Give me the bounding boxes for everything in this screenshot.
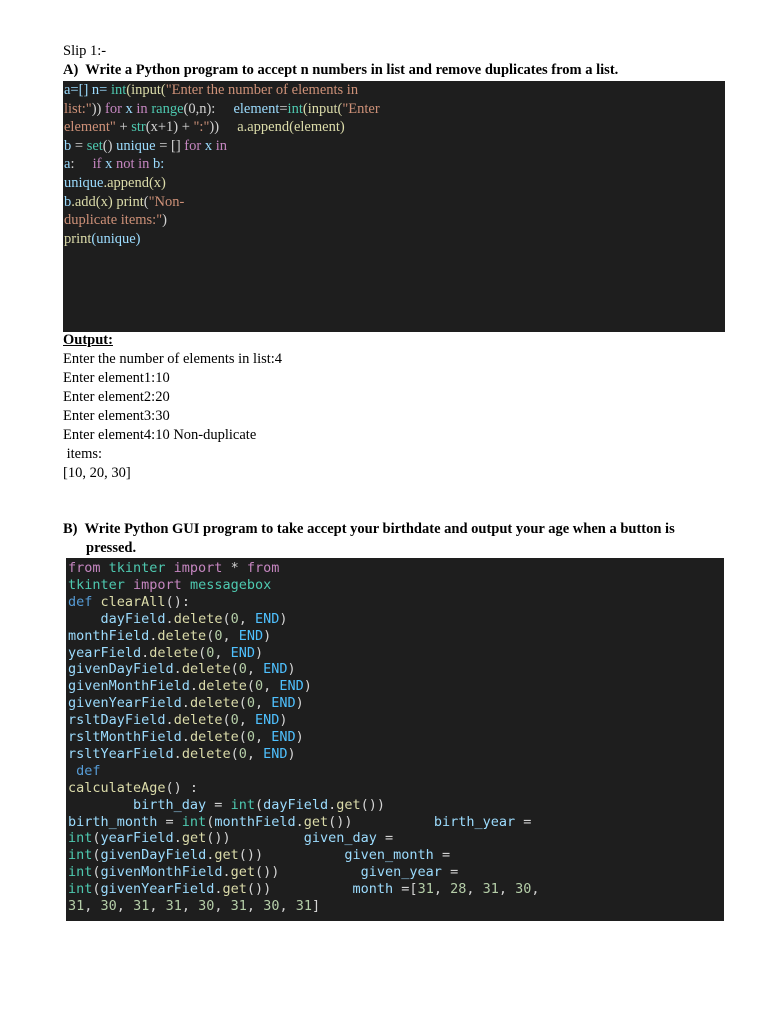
code-token: ()) [206,830,304,847]
code-token: delete [173,610,223,627]
code-token: . [222,864,231,881]
code-line [64,211,167,229]
code-token: . [149,627,158,644]
code-token: ) [255,644,264,661]
code-token: (input( [126,82,166,98]
code-token: givenDayField [100,847,207,864]
code-token: not in [115,156,150,173]
code-token: . [295,813,304,830]
code-token: END [279,678,304,695]
code-token: calculateAge [68,779,166,796]
code-token: 0 [246,729,255,745]
code-token [92,594,100,610]
code-token: 30 [263,898,280,914]
code-token: ()) [246,881,353,898]
code-token: b: [149,156,165,173]
code-token: 0 [254,678,264,695]
code-line [68,814,531,831]
code-token: import [173,560,223,576]
code-token: , [214,644,231,661]
code-token: a=[] n= [64,82,111,98]
output-line: Enter element4:10 Non-duplicate [63,427,257,443]
code-line [68,830,393,847]
code-token: int [287,100,303,117]
code-token: 0 [246,695,255,712]
code-token: = [279,100,288,117]
code-token: ) [303,678,312,695]
code-token: ( [230,661,239,678]
code-token: from [68,560,101,576]
code-token: duplicate items:" [64,212,163,229]
code-line [64,174,166,192]
code-token: 31 [133,898,150,914]
code-token: = [157,813,182,830]
code-token: import [133,576,182,593]
code-token: , [214,898,231,914]
code-token: . [173,661,182,678]
code-token: 31 [417,881,434,898]
code-token: , [246,745,264,762]
code-token: . [173,830,182,847]
code-token: 0 [230,610,239,627]
code-token: * [222,560,247,576]
code-token: . [328,796,337,813]
code-token: get [222,881,247,898]
code-token: rsltMonthField [68,729,182,745]
code-token: 31 [68,898,85,914]
code-token: ( [222,610,231,627]
code-line [64,81,358,99]
code-line [64,100,380,118]
code-token: ( [206,627,215,644]
code-token: END [271,729,296,745]
output-heading: Output: [63,332,113,348]
code-line [64,193,184,211]
code-token: def [68,762,101,779]
code-token: given_year [360,864,442,881]
code-token: . [165,712,174,729]
code-token: , [433,881,451,898]
code-token: 0 [214,627,223,644]
code-token: ( [238,729,247,745]
output-line: Enter element1:10 [63,370,170,386]
code-token: int [181,813,207,830]
code-token: = [71,137,87,154]
code-token: ( [92,881,101,898]
code-token: a.append(element) [237,119,345,136]
code-token: 31 [295,898,312,914]
code-token: "Enter [342,100,380,117]
code-token: )) [209,119,238,136]
code-token: in [215,137,227,154]
code-line [68,763,101,780]
code-token: unique [64,175,104,191]
code-token: )) [91,100,105,117]
code-token: int [68,830,93,847]
code-token: monthField [214,813,296,830]
code-token: monthField [68,627,150,644]
code-token: END [230,644,256,661]
code-token: , [246,898,264,914]
code-token: b [64,137,72,154]
code-line [68,780,198,797]
code-token: = [515,813,532,830]
code-token: rsltYearField [68,745,174,762]
code-token: givenMonthField [100,864,223,881]
code-line [68,560,279,577]
question-b-line2: pressed. [86,540,137,556]
code-token: ) [295,729,304,745]
code-token: delete [181,745,231,762]
code-token: , [255,695,272,712]
code-token: END [255,610,280,627]
code-token: , [263,678,280,695]
code-line [68,661,296,678]
code-token: given_month [344,847,434,864]
code-line [64,118,345,136]
code-token: ( [198,644,207,661]
code-token: delete [181,661,231,678]
code-token: 0 [238,661,247,678]
code-line [64,155,164,173]
code-token: ()) [360,796,386,813]
code-token: givenYearField [68,695,182,712]
code-token: givenYearField [100,881,215,898]
code-line [64,137,227,155]
code-token: ( [92,847,101,864]
code-line [68,712,288,729]
question-b-line1: B) Write Python GUI program to take accept your birthdate and output your age when a button is [63,521,675,537]
code-block-b [66,558,724,921]
code-token: , [466,881,483,898]
code-block-a [63,81,725,332]
code-token: dayField [68,610,166,627]
code-token: END [271,695,296,712]
output-line: Enter element3:30 [63,408,170,424]
code-token: 30 [100,898,117,914]
code-token: birth_year [433,813,516,830]
code-line [68,746,296,763]
code-line [68,729,304,746]
code-token: () [102,137,117,154]
code-token: tkinter [68,576,134,593]
code-token: . [165,610,174,627]
code-token: ) [279,610,288,627]
code-token: x [201,137,216,154]
code-token: ) [295,695,304,712]
code-token: ( [238,695,247,712]
code-token: . [141,644,150,661]
code-line [68,628,271,645]
code-token: =[ [393,881,418,898]
code-token: END [263,745,288,762]
code-token: + [115,119,132,136]
code-token: . [181,695,190,712]
code-token: element" [64,119,116,136]
code-token: , [238,712,256,729]
code-token: = [] [155,137,185,154]
code-token: . [214,881,223,898]
code-token: element [233,100,280,117]
code-token: int [68,881,93,898]
code-token: 30 [198,898,215,914]
code-token: ) [263,627,272,644]
code-token: yearField [100,830,174,847]
code-token: in [136,100,148,117]
code-token: delete [173,712,223,729]
code-token: (input( [302,100,343,117]
code-token: for [104,100,122,117]
code-token: rsltDayField [68,712,166,729]
code-token: birth_month [68,813,158,830]
code-token: givenMonthField [68,678,190,695]
code-token: ) [162,212,167,229]
code-token: x [101,156,116,173]
code-token: ) [287,745,296,762]
code-token: a [64,156,71,173]
code-token: def [68,593,93,610]
slip-title: Slip 1:- [63,43,107,59]
code-token: , [498,881,516,898]
code-token: ) [287,661,296,678]
code-token: ( [222,712,231,729]
code-token: ] [311,898,321,914]
code-token: print [64,230,92,247]
code-token: END [238,627,264,644]
code-token: str [131,119,146,136]
code-line [68,797,385,814]
code-token: get [214,847,239,864]
code-token: ()) [328,813,434,830]
code-token: int [230,796,255,813]
code-token: month [352,881,394,898]
code-token: int [110,82,127,98]
code-token: "Enter the number of elements in [165,82,359,98]
code-token: x [121,100,137,117]
code-token: set [86,137,103,154]
code-line [68,864,458,881]
code-token: delete [189,729,239,745]
code-token: messagebox [181,576,272,593]
code-token: (0,n): [183,100,234,117]
code-token: int [68,847,93,864]
code-token: ( [92,864,101,881]
code-line [68,678,312,695]
code-token: dayField [263,796,329,813]
code-token: ( [92,830,101,847]
output-line: items: [63,446,103,462]
code-token: . [181,729,190,745]
code-token: , [181,898,199,914]
code-token: , [222,627,239,644]
code-token: ":" [193,119,210,136]
code-token: range [151,100,184,117]
code-token: . [206,847,215,864]
code-token: = [206,796,231,813]
code-line [68,577,271,594]
code-token: print [116,193,144,210]
code-token: delete [198,678,247,695]
code-token: tkinter [100,560,174,576]
code-token: for [184,137,202,154]
code-token: 0 [238,745,247,762]
code-token: END [255,712,280,729]
code-token: , [149,898,166,914]
code-token: list:" [64,100,92,117]
code-token: , [531,881,540,898]
code-token: from [246,560,280,576]
code-line [68,898,320,915]
code-token: = [441,864,459,881]
code-token: clearAll [100,593,166,610]
code-token: : [70,156,93,173]
code-line [68,645,263,662]
code-line [68,881,540,898]
code-token: (unique) [91,230,141,247]
code-token: unique [116,137,156,154]
code-token: get [336,796,361,813]
output-line: [10, 20, 30] [63,465,131,481]
code-token: get [181,830,207,847]
code-token: 28 [450,881,467,898]
code-line [68,594,190,611]
code-token: ( [230,745,239,762]
code-token: 0 [230,712,239,729]
code-token: 30 [515,881,532,898]
code-token: , [246,661,264,678]
code-token: ( [246,678,255,695]
output-line: Enter element2:20 [63,389,170,405]
code-token: ( [254,796,264,813]
code-token: , [238,610,256,627]
code-token: () : [165,779,199,796]
code-token: int [68,864,93,881]
code-token: .add(x) [71,193,117,210]
code-token: 31 [482,881,499,898]
code-token: delete [149,644,199,661]
code-token: 31 [230,898,247,914]
code-token: = [433,847,451,864]
code-token: ) [279,712,288,729]
code-token: (x+1) + [145,119,194,136]
code-token: 0 [206,644,215,661]
code-line [64,230,141,248]
code-line [68,611,288,628]
code-token: . [173,745,182,762]
code-token: , [255,729,272,745]
output-line: Enter the number of elements in list:4 [63,351,283,367]
code-line [68,695,304,712]
code-token: ()) [254,864,361,881]
code-token: (): [165,593,190,610]
code-token: ()) [238,847,345,864]
code-token: "Non- [148,193,185,210]
code-token: .append(x) [103,175,166,191]
question-a: A) Write a Python program to accept n numbers in list and remove duplicates from a list. [63,62,619,78]
code-token: given_day [303,830,377,847]
code-token: 31 [165,898,182,914]
code-line [68,847,450,864]
code-token: givenDayField [68,661,174,678]
code-token: get [303,813,329,830]
code-token: , [116,898,134,914]
code-token: ( [143,193,149,210]
code-token: get [230,864,255,881]
code-token: , [279,898,296,914]
code-token: if [92,156,102,173]
code-token: . [189,678,199,695]
code-token: = [376,830,394,847]
code-token: birth_day [68,796,207,813]
code-token: END [263,661,288,678]
code-token: ( [206,813,215,830]
code-token: delete [157,627,207,644]
code-token: delete [189,695,239,712]
code-token: , [84,898,101,914]
code-token: b [64,193,72,210]
code-token: yearField [68,644,142,661]
